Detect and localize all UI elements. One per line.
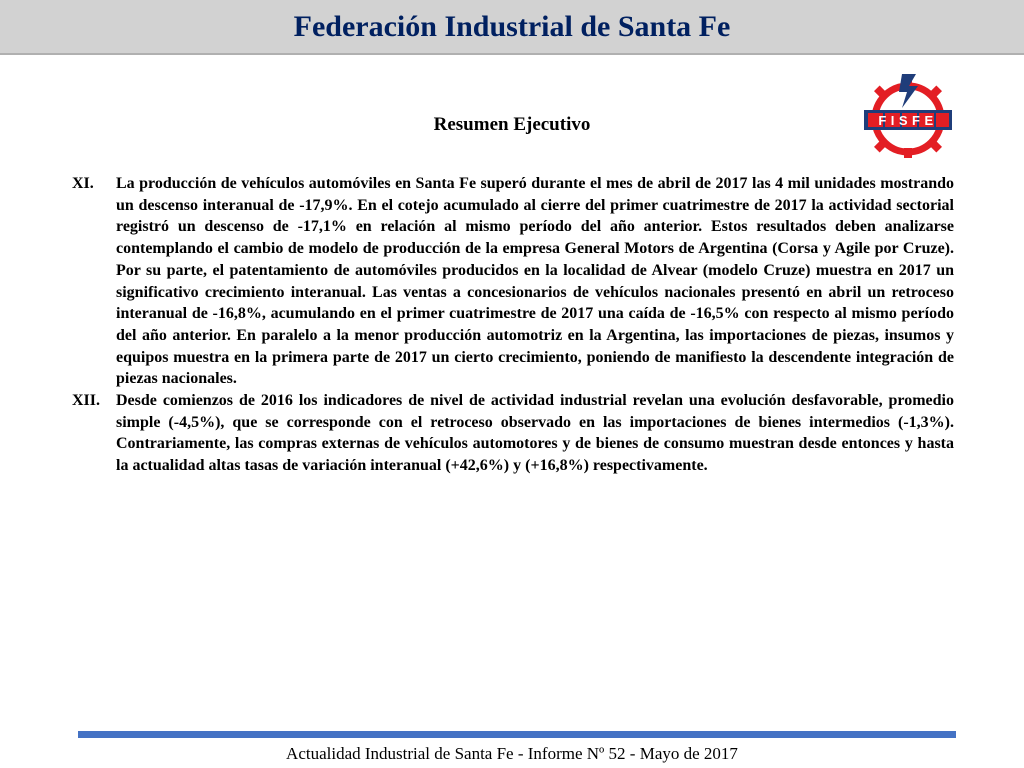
section-subtitle: Resumen Ejecutivo [433, 114, 591, 135]
item-number: XI. [72, 175, 94, 192]
list-item [72, 390, 954, 477]
item-text: La producción de vehículos automóviles en Santa Fe superó durante el mes de abril de 2017 las 4 mil unidades mostrando un descenso interanual de -17,9%. En el cotejo acumulado al cierre del primer cuatrimestre de 2017 la actividad sectorial registró un descenso de -17,1% en relación al mismo período del año anterior. Estos resultados deben analizarse contemplando el cambio de modelo de producción de la empresa General Motors de Argentina (Corsa y Agile por Cruze). Por su parte, el patentamiento de automóviles producidos en la localidad de Alvear (modelo Cruze) muestra en 2017 un significativo crecimiento interanual. Las ventas a concesionarios de vehículos nacionales presentó en abril un retroceso interanual de -16,8%, acumulando en el primer cuatrimestre de 2017 una caída de -16,5% con respecto al mismo período del año anterior. En paralelo a la menor producción automotriz en la Argentina, las importaciones de piezas, insumos y equipos muestra en la primera parte de 2017 un cierto crecimiento, poniendo de manifiesto la descendente integración de piezas nacionales. [116, 175, 954, 388]
summary-list [72, 173, 954, 477]
footer-text: Actualidad Industrial de Santa Fe - Informe Nº 52 - Mayo de 2017 [286, 744, 738, 763]
header-bar [0, 0, 1024, 55]
item-text: Desde comienzos de 2016 los indicadores de nivel de actividad industrial revelan una evolución desfavorable, promedio simple (-4,5%), que se corresponde con el retroceso observado en las importaciones de bienes intermedios (-1,3%). Contrariamente, las compras externas de vehículos automotores y de bienes de consumo muestran desde entonces y hasta la actualidad altas tasas de variación interanual (+42,6%) y (+16,8%) respectivamente. [116, 392, 954, 475]
item-number: XII. [72, 392, 101, 410]
logo-text: FISFE [878, 113, 938, 128]
list-item [72, 173, 954, 390]
footer-divider [78, 731, 956, 738]
page-title: Federación Industrial de Santa Fe [293, 9, 731, 43]
